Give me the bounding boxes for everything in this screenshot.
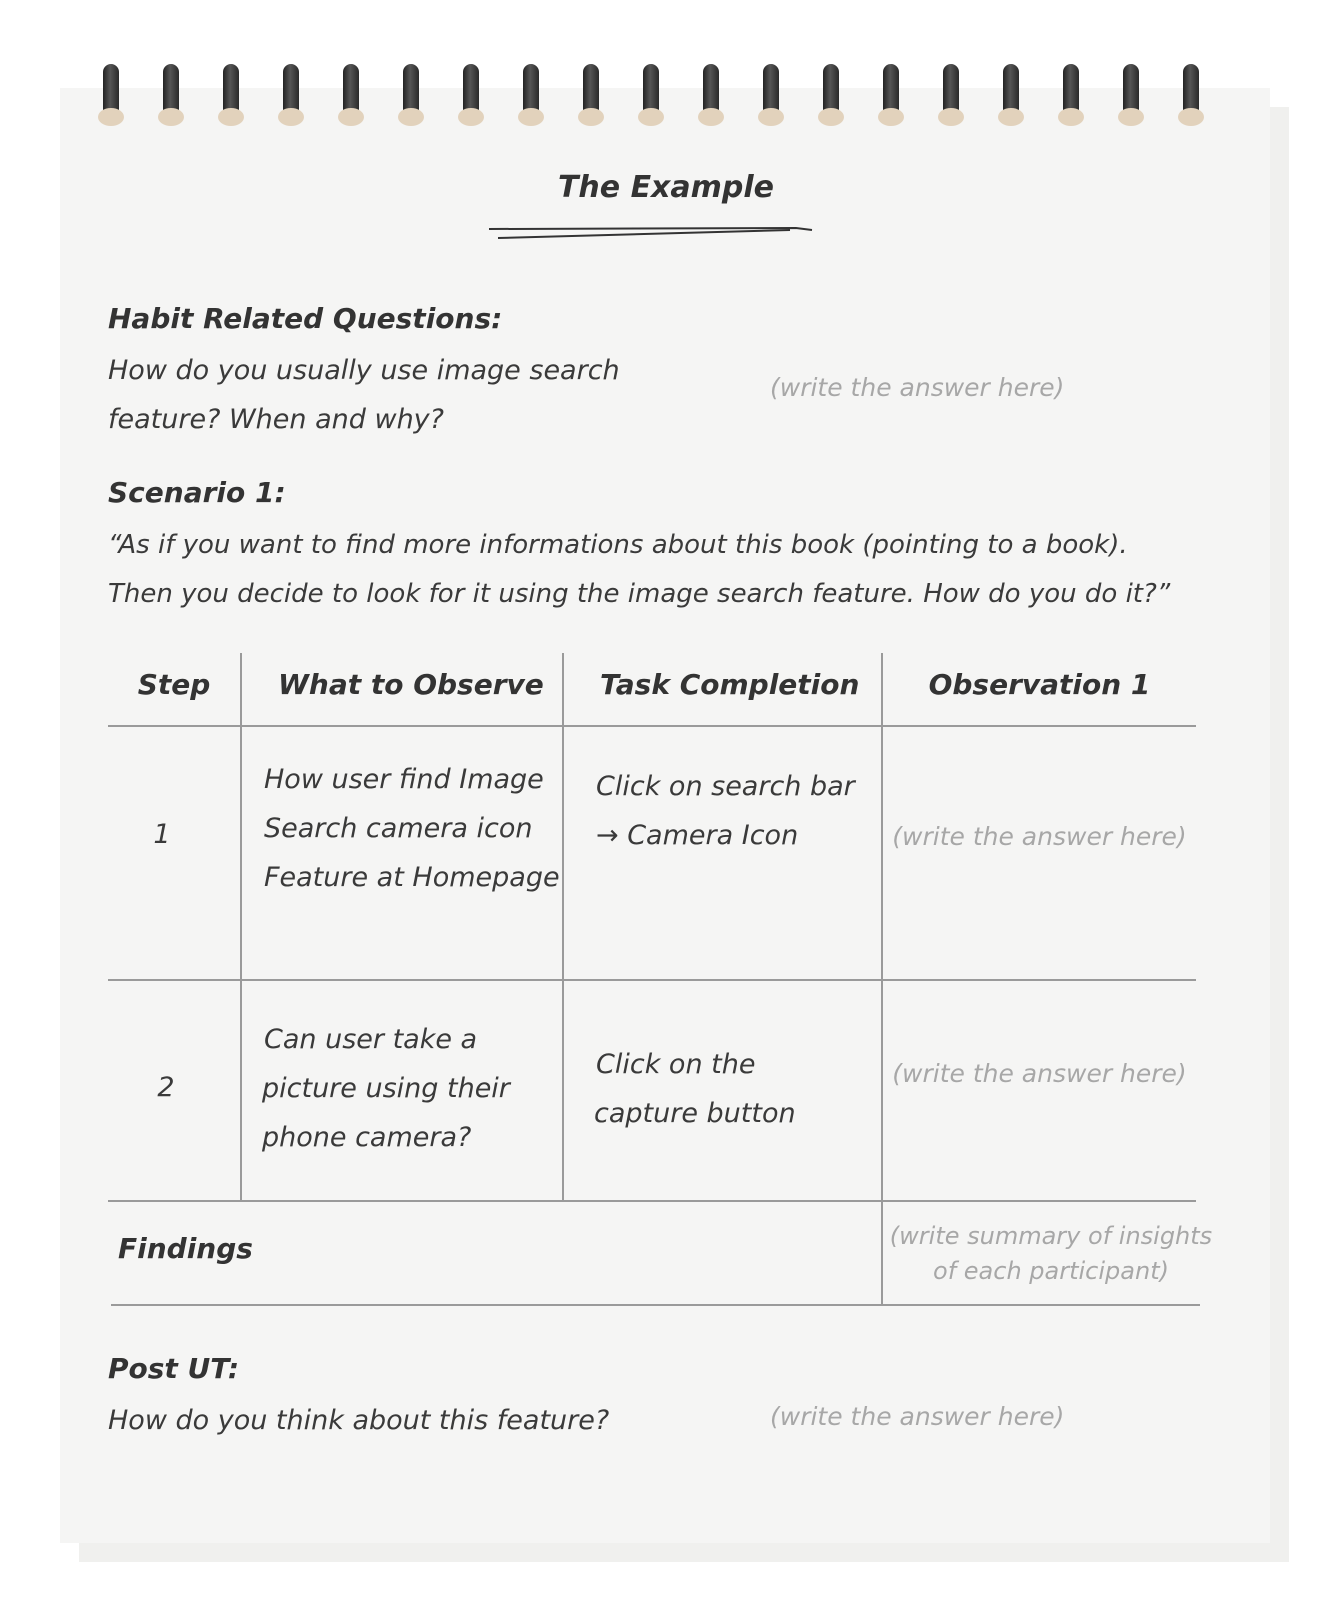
header-observation-1: Observation 1	[928, 668, 1151, 701]
spiral-ring	[1179, 64, 1203, 128]
header-step: Step	[137, 668, 211, 701]
scenario-line1: “As if you want to find more informations about this book (pointing to a book).	[108, 530, 1128, 560]
post-ut-answer-field[interactable]: (write the answer here)	[770, 1402, 1065, 1431]
scenario-heading: Scenario 1:	[108, 476, 286, 509]
findings-label: Findings	[118, 1232, 253, 1265]
spiral-ring	[819, 64, 843, 128]
spiral-ring	[399, 64, 423, 128]
observe-line: phone camera?	[262, 1122, 472, 1153]
table-row-divider	[108, 979, 1196, 981]
task-line: capture button	[594, 1098, 796, 1129]
observe-line: Can user take a	[264, 1024, 478, 1055]
observe-line: Search camera icon	[264, 813, 533, 844]
table-bottom-border	[111, 1304, 1200, 1306]
observe-line: How user find Image	[264, 764, 544, 795]
page-title: The Example	[557, 170, 775, 205]
habit-question-line1: How do you usually use image search	[108, 355, 620, 386]
header-task-completion: Task Completion	[600, 668, 860, 701]
task-line: Click on search bar	[596, 771, 855, 802]
habit-answer-field[interactable]: (write the answer here)	[770, 373, 1065, 402]
spiral-ring	[759, 64, 783, 128]
step-number: 2	[157, 1072, 175, 1103]
spiral-ring	[99, 64, 123, 128]
spiral-ring	[219, 64, 243, 128]
spiral-ring	[459, 64, 483, 128]
spiral-ring	[999, 64, 1023, 128]
observe-line: Feature at Homepage	[264, 862, 560, 893]
table-row-divider	[108, 725, 1196, 727]
findings-summary-field[interactable]	[883, 1219, 1219, 1289]
title-underline	[486, 222, 816, 244]
findings-placeholder-line: (write summary of insights	[889, 1222, 1213, 1250]
post-ut-heading: Post UT:	[108, 1352, 240, 1385]
spiral-ring	[339, 64, 363, 128]
spiral-ring	[1119, 64, 1143, 128]
spiral-ring	[279, 64, 303, 128]
spiral-ring	[159, 64, 183, 128]
spiral-ring	[519, 64, 543, 128]
habit-heading: Habit Related Questions:	[108, 302, 503, 335]
table-row-divider	[108, 1200, 1196, 1202]
table-col-divider	[240, 653, 242, 1201]
findings-placeholder-line: of each participant)	[933, 1257, 1169, 1285]
spiral-ring	[579, 64, 603, 128]
task-line: Click on the	[596, 1049, 756, 1080]
header-what-to-observe: What to Observe	[278, 668, 544, 701]
observation-answer-field[interactable]: (write the answer here)	[892, 1059, 1187, 1088]
habit-question-line2: feature? When and why?	[108, 404, 444, 435]
spiral-ring	[879, 64, 903, 128]
step-number: 1	[153, 819, 171, 850]
observation-answer-field[interactable]: (write the answer here)	[892, 822, 1187, 851]
task-line: → Camera Icon	[596, 820, 799, 851]
scenario-line2: Then you decide to look for it using the image search feature. How do you do it?”	[108, 579, 1171, 609]
table-col-divider	[562, 653, 564, 1201]
post-ut-question: How do you think about this feature?	[108, 1405, 610, 1436]
spiral-ring	[639, 64, 663, 128]
spiral-ring	[699, 64, 723, 128]
spiral-ring	[939, 64, 963, 128]
spiral-ring	[1059, 64, 1083, 128]
observe-line: picture using their	[262, 1073, 510, 1104]
